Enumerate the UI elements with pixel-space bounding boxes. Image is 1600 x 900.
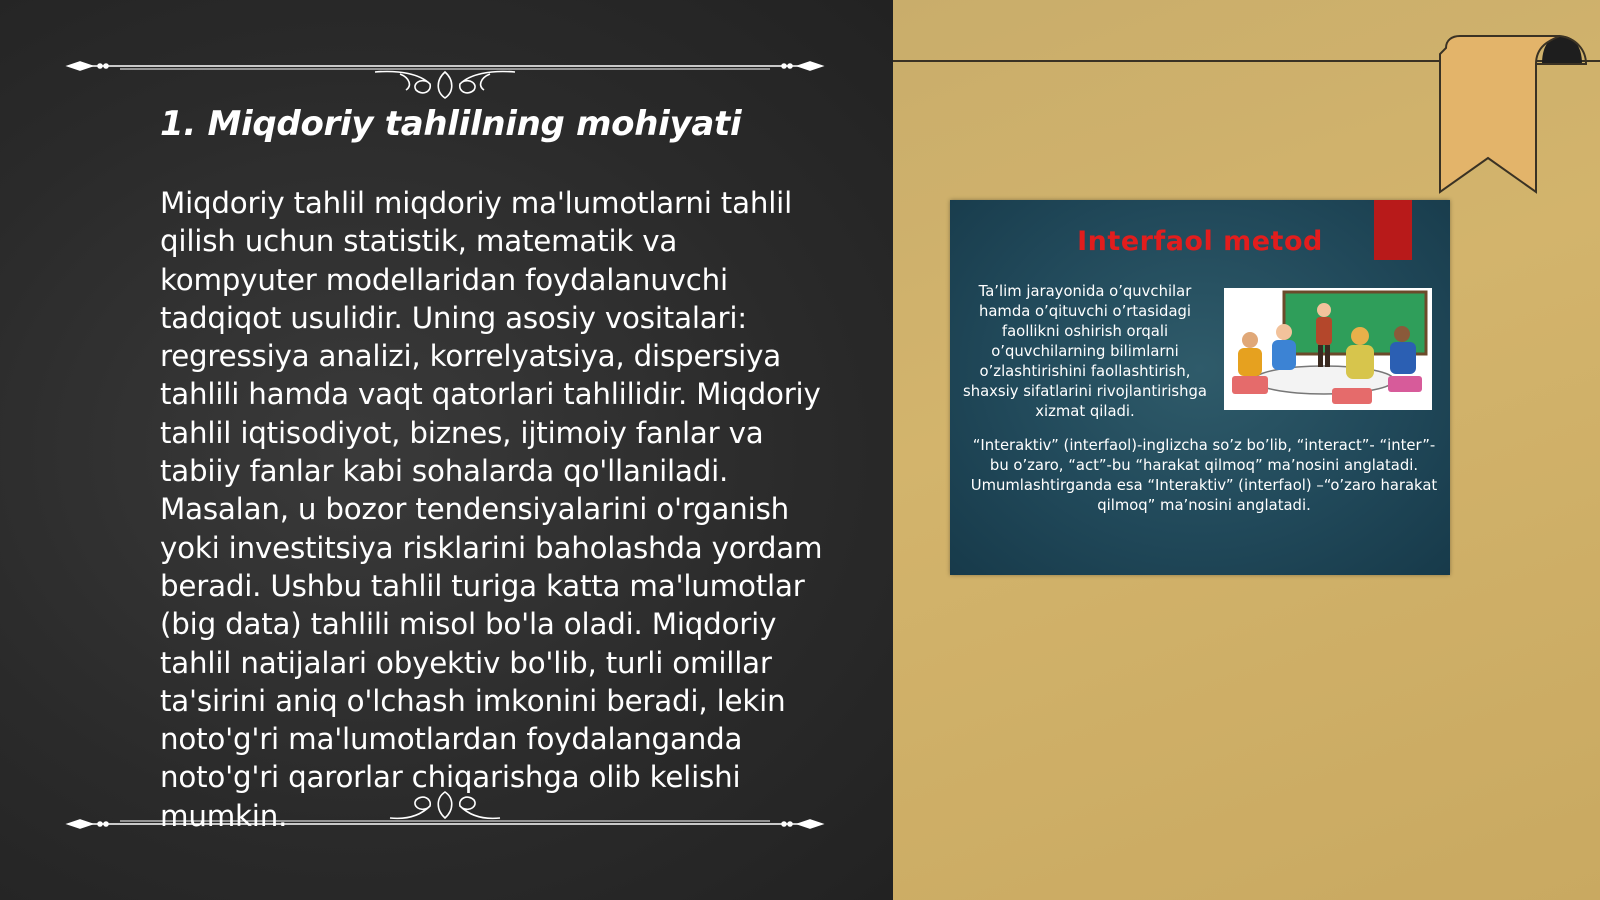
slide-body-text: Miqdoriy tahlil miqdoriy ma'lumotlarni tahlil qilish uchun statistik, matematik va kompyuter modellaridan foydalanuvchi tadqiqot usulidir. Uning asosiy vositalari: regressiya analizi, korrelyatsiya, dispersiya tahlili hamda vaqt qatorlari tahlilidir. Miqdoriy tahlil iqtisodiyot, biznes, ijtimoiy fanlar va tabiiy fanlar kabi sohalarda qo'llaniladi. Masalan, u bozor tendensiyalarini o'rganish yoki investitsiya risklarini baholashda yordam beradi. Ushbu tahlil turiga katta ma'lumotlar (big data) tahlili misol bo'la oladi. Miqdoriy tahlil natijalari obyektiv bo'lib, turli omillar ta'sirini aniq o'lchash imkonini beradi, lekin noto'g'ri ma'lumotlardan foydalanganda noto'g'ri qarorlar chiqarishga olib kelishi mumkin. <box>160 186 823 833</box>
classroom-illustration <box>1224 288 1432 410</box>
inset-paragraph-1: Ta’lim jarayonida o’quvchilar hamda o’qituvchi o’rtasidagi faollikni oshirish orqali o’quvchilarning bilimlarni o’zlashtirishini faollashtirish, shaxsiy sifatlarini rivojlantirishga xizmat qiladi. <box>963 283 1207 420</box>
inset-paragraph-2: “Interaktiv” (interfaol)-inglizcha so’z bo’lib, “interact”- “inter”-bu o’zaro, “act”-bu “harakat qilmoq” ma’nosini anglatadi. Umumlashtirganda esa “Interaktiv” (interfaol) –“o’zaro harakat qilmoq” ma’nosini anglatadi. <box>970 437 1438 514</box>
inset-title: Interfaol metod <box>1077 226 1323 257</box>
ribbon-bookmark-icon <box>1430 34 1590 204</box>
flourish-divider-icon <box>60 40 830 100</box>
slide-title: 1. Miqdoriy tahlilning mohiyati <box>160 104 742 144</box>
interfaol-metod-slide-image <box>950 200 1450 575</box>
flourish-divider-icon <box>60 790 830 850</box>
